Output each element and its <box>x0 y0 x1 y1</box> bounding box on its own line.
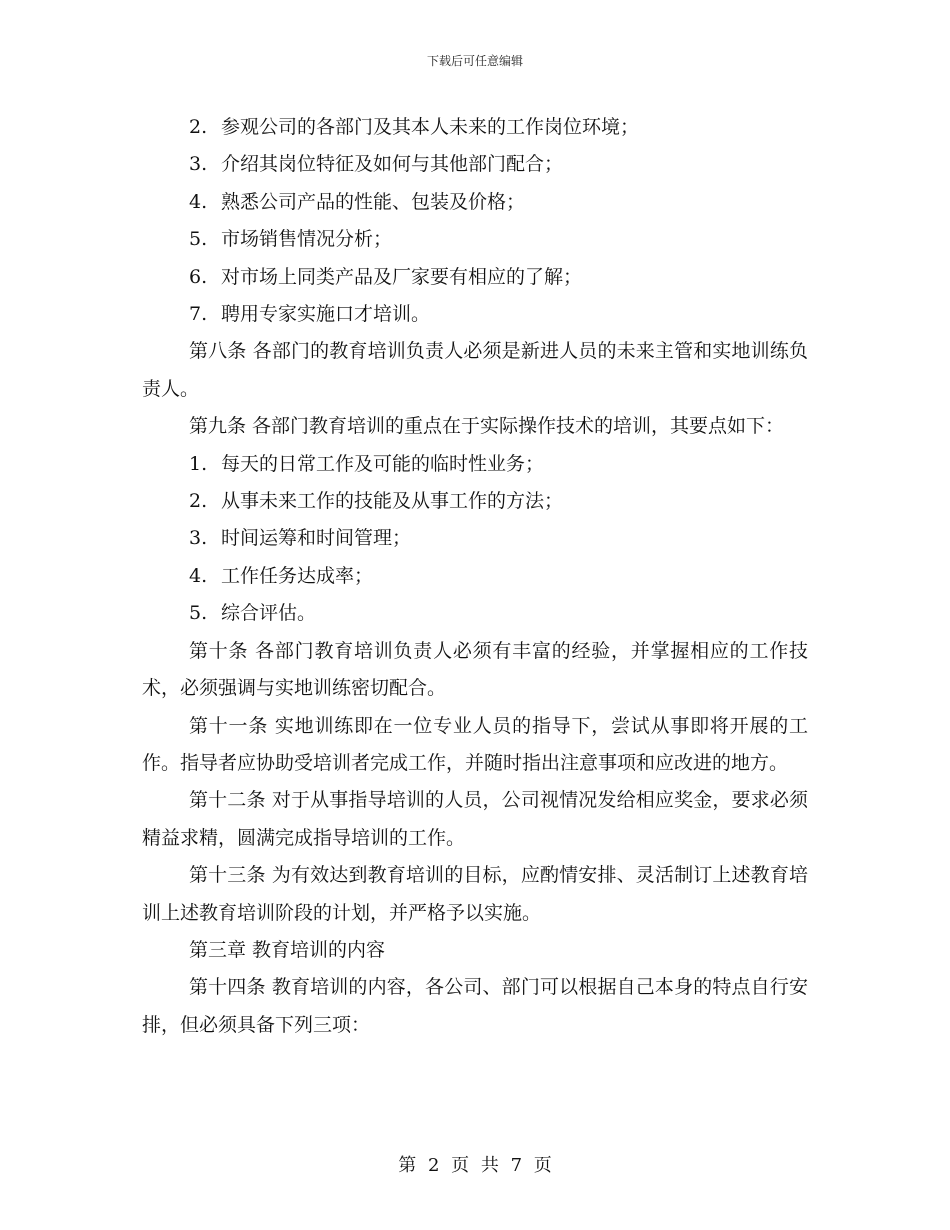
article-paragraph: 第十四条 教育培训的内容，各公司、部门可以根据自己本身的特点自行安排，但必须具备下列三项： <box>142 976 808 1036</box>
list-item-number: 6. <box>189 265 208 288</box>
list-item-text: 对市场上同类产品及厂家要有相应的了解； <box>221 265 583 288</box>
list-item-text: 介绍其岗位特征及如何与其他部门配合； <box>221 153 564 176</box>
list-item <box>142 446 808 483</box>
article-paragraph: 第十条 各部门教育培训负责人必须有丰富的经验，并掌握相应的工作技术，必须强调与实地训练密切配合。 <box>142 639 808 700</box>
article-paragraph: 第十三条 为有效达到教育培训的目标，应酌情安排、灵活制订上述教育培训上述教育培训阶段的计划，并严格予以实施。 <box>142 864 808 924</box>
list-item-text: 从事未来工作的技能及从事工作的方法； <box>221 490 564 513</box>
list-item-number: 4. <box>189 564 208 587</box>
list-item <box>142 558 808 595</box>
list-item <box>142 259 808 296</box>
list-item-text: 每天的日常工作及可能的临时性业务； <box>221 452 545 475</box>
document-body <box>142 109 808 1044</box>
list-item-number: 5. <box>189 228 208 251</box>
list-item <box>142 520 808 557</box>
list-item-number: 3. <box>189 527 208 550</box>
article-paragraph: 第八条 各部门的教育培训负责人必须是新进人员的未来主管和实地训练负责人。 <box>142 340 808 400</box>
list-item-text: 市场销售情况分析； <box>221 228 393 251</box>
article-paragraph: 第十二条 对于从事指导培训的人员，公司视情况发给相应奖金，要求必须精益求精，圆满完成指导培训的工作。 <box>142 789 808 849</box>
list-item-number: 7. <box>189 303 208 326</box>
list-item-text: 工作任务达成率； <box>221 564 374 587</box>
list-item-text: 聘用专家实施口才培训。 <box>221 303 431 326</box>
article-paragraph: 第九条 各部门教育培训的重点在于实际操作技术的培训，其要点如下： <box>189 415 785 438</box>
article-paragraph: 第十一条 实地训练即在一位专业人员的指导下，尝试从事即将开展的工作。指导者应协助受培训者完成工作，并随时指出注意事项和应改进的地方。 <box>142 714 808 774</box>
list-item-text: 参观公司的各部门及其本人未来的工作岗位环境； <box>221 116 640 138</box>
list-item <box>142 221 808 258</box>
list-item-number: 2. <box>189 116 208 138</box>
page-number: 第 2 页 共 7 页 <box>398 1155 552 1176</box>
list-item-text: 时间运筹和时间管理； <box>221 527 412 550</box>
chapter-heading: 第三章 教育培训的内容 <box>189 938 386 961</box>
list-item-number: 3. <box>189 153 208 176</box>
list-item <box>142 296 808 333</box>
list-item-number: 4. <box>189 190 208 213</box>
list-item-text: 熟悉公司产品的性能、包装及价格； <box>221 190 526 213</box>
list-item-number: 5. <box>189 602 208 625</box>
list-item <box>142 595 808 632</box>
list-item-number: 1. <box>189 452 208 475</box>
page-header: 下载后可任意编辑 <box>426 54 523 68</box>
list-item-text: 综合评估。 <box>221 602 317 625</box>
list-item-number: 2. <box>189 490 208 513</box>
list-item <box>142 146 808 183</box>
list-item <box>142 109 808 146</box>
list-item <box>142 184 808 221</box>
list-item <box>142 483 808 520</box>
